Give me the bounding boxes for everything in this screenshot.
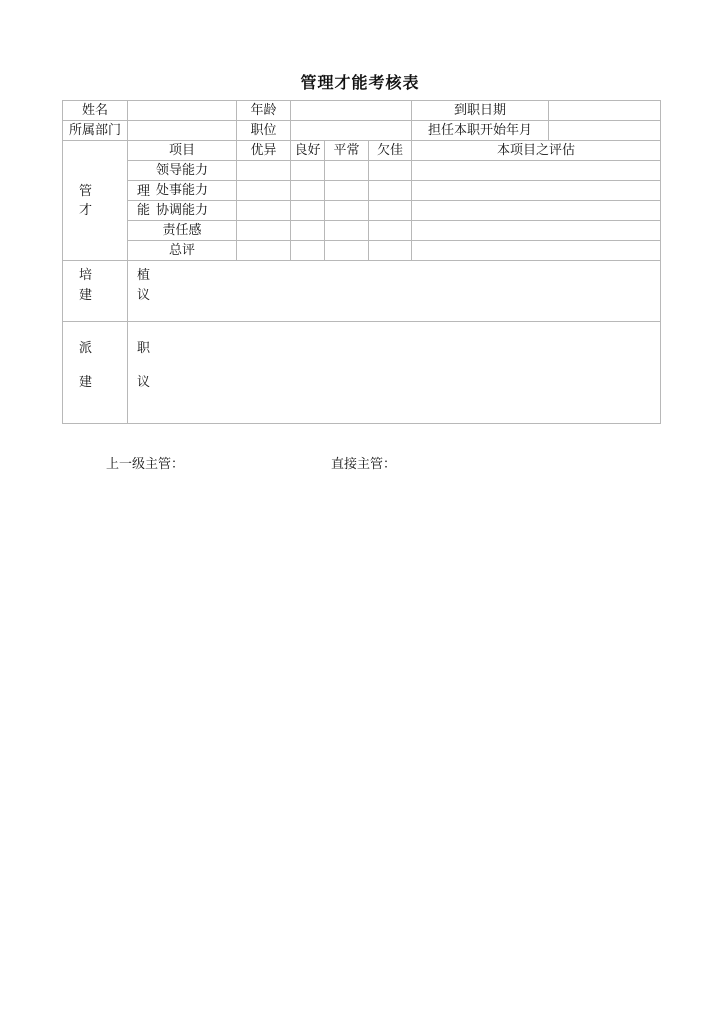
direct-manager-label: 直接主管： [331, 457, 397, 472]
rating-cell[interactable] [237, 161, 291, 181]
page-title: 管理才能考核表 [300, 73, 420, 92]
assessment-header-row [63, 141, 661, 161]
col-good-header: 良好 [291, 141, 325, 161]
hire-date-field[interactable] [549, 101, 661, 121]
col-item-header: 项目 [128, 141, 237, 161]
evaluation-cell[interactable] [412, 221, 661, 241]
position-field[interactable] [291, 121, 412, 141]
header-row-2 [63, 121, 661, 141]
header-row-1 [63, 101, 661, 121]
table-row [63, 161, 661, 181]
name-label: 姓名 [63, 101, 128, 121]
rating-cell[interactable] [369, 241, 412, 261]
item-label: 处事能力 [128, 181, 237, 201]
training-row [63, 261, 661, 322]
rating-cell[interactable] [325, 201, 369, 221]
management-ability-section-label [63, 141, 167, 261]
superior-manager-label: 上一级主管： [106, 457, 185, 472]
rating-cell[interactable] [325, 181, 369, 201]
rating-cell[interactable] [237, 241, 291, 261]
evaluation-cell[interactable] [412, 201, 661, 221]
assessment-form-table [62, 100, 661, 424]
col-excellent-header: 优异 [237, 141, 291, 161]
position-start-label: 担任本职开始年月 [412, 121, 549, 141]
rating-cell[interactable] [237, 221, 291, 241]
evaluation-cell[interactable] [412, 181, 661, 201]
rating-cell[interactable] [237, 201, 291, 221]
management-label-line-1: 管 理 [79, 183, 167, 199]
rating-cell[interactable] [369, 201, 412, 221]
rating-cell[interactable] [325, 241, 369, 261]
evaluation-cell[interactable] [412, 161, 661, 181]
training-suggestion-label [63, 261, 167, 322]
col-evaluation-header: 本项目之评估 [412, 141, 661, 161]
dept-field[interactable] [128, 121, 237, 141]
rating-cell[interactable] [291, 201, 325, 221]
assignment-suggestion-field[interactable] [128, 322, 661, 424]
assignment-label-line-1: 派 职 [79, 341, 167, 356]
assignment-suggestion-label [63, 322, 167, 424]
rating-cell[interactable] [369, 161, 412, 181]
hire-date-label: 到职日期 [412, 101, 549, 121]
rating-cell[interactable] [369, 221, 412, 241]
position-start-field[interactable] [549, 121, 661, 141]
evaluation-cell[interactable] [412, 241, 661, 261]
training-label-line-1: 培 植 [79, 268, 167, 283]
table-row [63, 221, 661, 241]
item-label: 协调能力 [128, 201, 237, 221]
rating-cell[interactable] [291, 161, 325, 181]
table-row [63, 241, 661, 261]
training-suggestion-field[interactable] [128, 261, 661, 322]
item-label: 领导能力 [128, 161, 237, 181]
rating-cell[interactable] [237, 181, 291, 201]
age-field[interactable] [291, 101, 412, 121]
assignment-row [63, 322, 661, 424]
item-label: 总评 [128, 241, 237, 261]
col-average-header: 平常 [325, 141, 369, 161]
col-poor-header: 欠佳 [369, 141, 412, 161]
position-label: 职位 [237, 121, 291, 141]
training-label-line-2: 建 议 [79, 288, 167, 303]
age-label: 年龄 [237, 101, 291, 121]
name-field[interactable] [128, 101, 237, 121]
management-label-line-2: 才 能 [79, 202, 167, 218]
rating-cell[interactable] [369, 181, 412, 201]
item-label: 责任感 [128, 221, 237, 241]
dept-label: 所属部门 [63, 121, 128, 141]
rating-cell[interactable] [291, 221, 325, 241]
assignment-label-line-2: 建 议 [79, 375, 167, 390]
rating-cell[interactable] [325, 221, 369, 241]
rating-cell[interactable] [325, 161, 369, 181]
rating-cell[interactable] [291, 241, 325, 261]
rating-cell[interactable] [291, 181, 325, 201]
